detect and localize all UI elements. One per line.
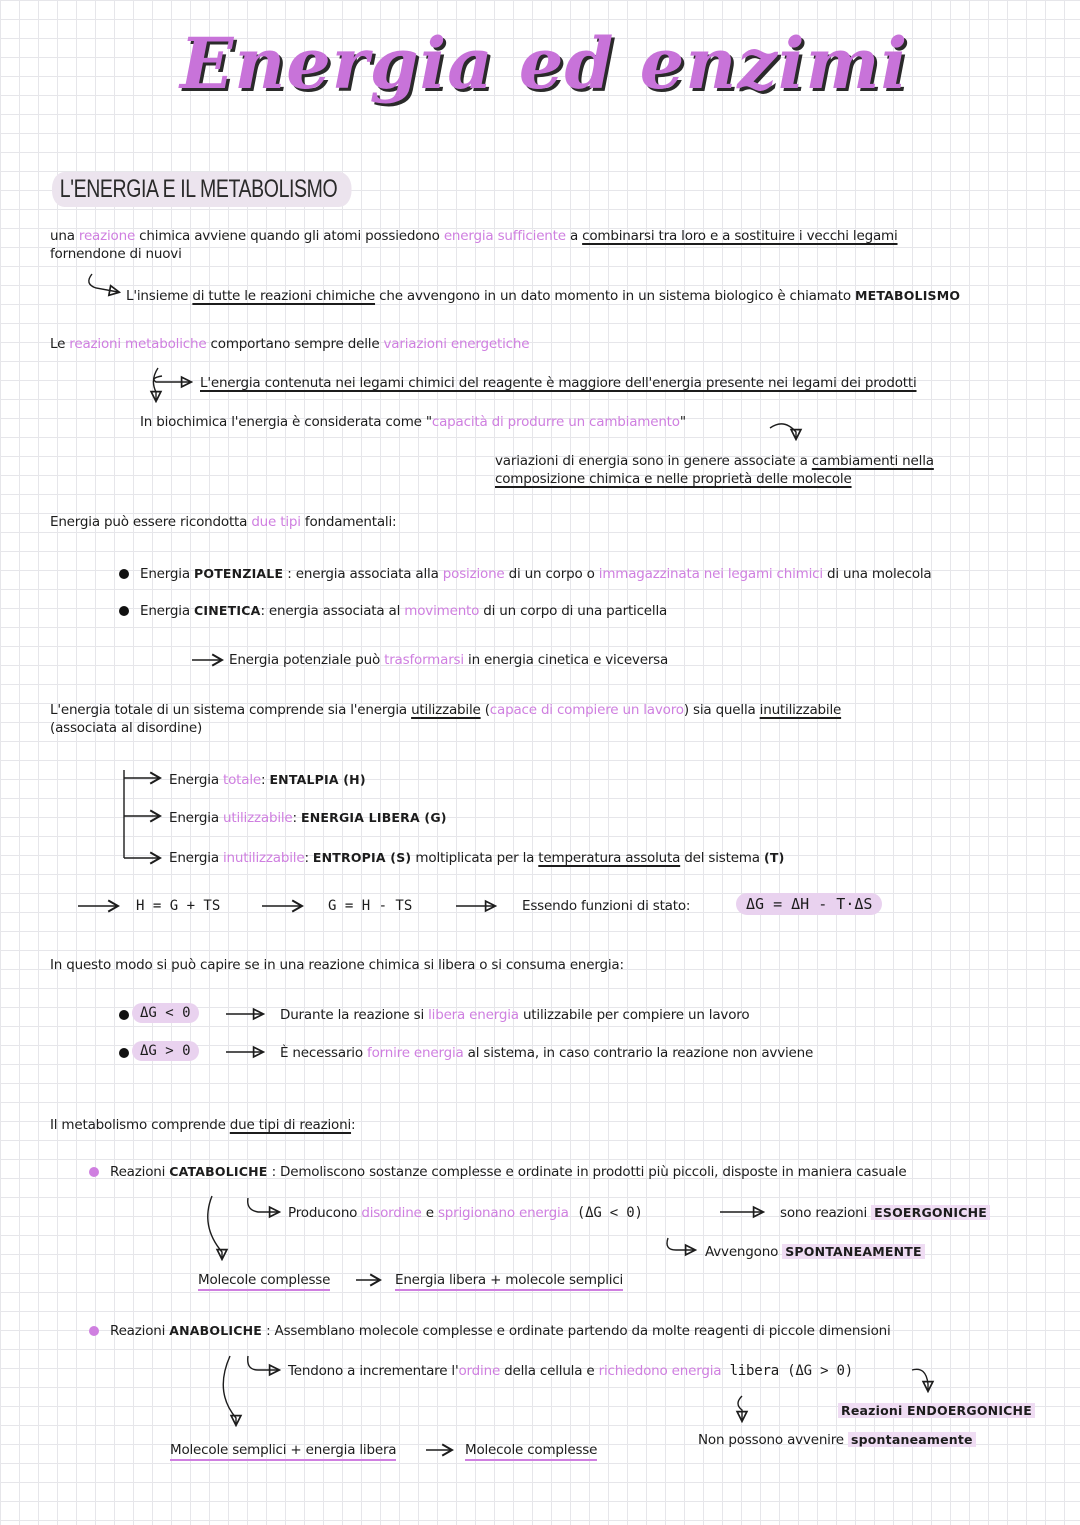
variations-line-1: variazioni di energia sono in genere associate a cambiamenti nella (495, 453, 934, 469)
energy-two-types: Energia può essere ricondotta due tipi fondamentali: (50, 514, 397, 530)
arrow-icon (912, 1369, 928, 1390)
esoergonic-label: sono reazioni ESOERGONICHE (780, 1205, 990, 1221)
free-energy-item: Energia utilizzabile: ENERGIA LIBERA (G) (169, 810, 447, 826)
state-functions-label: Essendo funzioni di stato: (522, 898, 691, 914)
catabolic-equation-left: Molecole complesse (198, 1272, 330, 1291)
arrow-icon (89, 274, 118, 292)
consume-energy-note: In questo modo si può capire se in una reazione chimica si libera o si consuma energia: (50, 957, 624, 973)
arrow-icon (248, 1356, 278, 1370)
kinetic-energy: Energia CINETICA: energia associata al movimento di un corpo di una particella (140, 603, 668, 619)
energy-transform: Energia potenziale può trasformarsi in energia cinetica e viceversa (229, 652, 669, 668)
catabolic-equation-right: Energia libera + molecole semplici (395, 1272, 623, 1291)
biochemistry-definition: In biochimica l'energia è considerata come "capacità di produrre un cambiamento" (140, 414, 686, 430)
intro-line-2: fornendone di nuovi (50, 246, 182, 262)
catabolic-reactions: Reazioni CATABOLICHE : Demoliscono sostanze complesse e ordinate in prodotti più piccoli, disposte in maniera casuale (110, 1164, 907, 1180)
equation-free-energy: G = H - TS (328, 898, 413, 914)
arrow-icon (738, 1396, 742, 1420)
delta-g-negative-tag: ΔG < 0 (132, 1003, 199, 1023)
arrow-icon (208, 1196, 222, 1258)
metabolism-definition: L'insieme di tutte le reazioni chimiche che avvengono in un dato momento in un sistema biologico è chiamato METABOLISMO (126, 288, 961, 304)
equation-enthalpy: H = G + TS (136, 898, 221, 914)
variations-line-2: composizione chimica e nelle proprietà delle molecole (495, 471, 852, 487)
metabolism-types: Il metabolismo comprende due tipi di reazioni: (50, 1117, 356, 1133)
catabolic-produce: Producono disordine e sprigionano energia (ΔG < 0) (288, 1205, 643, 1221)
metabolic-reactions: Le reazioni metaboliche comportano sempre delle variazioni energetiche (50, 336, 530, 352)
arrow-icon (223, 1356, 236, 1424)
potential-energy: Energia POTENZIALE : energia associata alla posizione di un corpo o immagazzinata nei legami chimici di una molecola (140, 566, 932, 582)
arrow-icon (248, 1198, 278, 1212)
bond-energy-note: L'energia contenuta nei legami chimici del reagente è maggiore dell'energia presente nei legami dei prodotti (200, 375, 917, 391)
entropy-item: Energia inutilizzabile: ENTROPIA (S) moltiplicata per la temperatura assoluta del sistema (T) (169, 850, 785, 866)
endoergonic-label: Reazioni ENDOERGONICHE (838, 1403, 1035, 1418)
arrow-icon (770, 424, 796, 438)
intro-line-1: una reazione chimica avviene quando gli atomi possiedono energia sufficiente a combinarsi tra loro e a sostituire i vecchi legami (50, 228, 898, 244)
anabolic-equation-left: Molecole semplici + energia libera (170, 1442, 396, 1461)
enthalpy-item: Energia totale: ENTALPIA (H) (169, 772, 366, 788)
arrow-icon (667, 1238, 694, 1250)
delta-g-negative-desc: Durante la reazione si libera energia utilizzabile per compiere un lavoro (280, 1007, 750, 1023)
total-energy-line-2: (associata al disordine) (50, 720, 203, 736)
delta-g-positive-tag: ΔG > 0 (132, 1041, 199, 1061)
arrow-icon (153, 368, 158, 400)
arrow-icon (154, 376, 190, 382)
delta-g-positive-desc: È necessario fornire energia al sistema, in caso contrario la reazione non avviene (280, 1045, 814, 1061)
delta-g-equation: ΔG = ΔH - T·ΔS (736, 893, 882, 915)
anabolic-reactions: Reazioni ANABOLICHE : Assemblano molecole complesse e ordinate partendo da molte reagenti di piccole dimensioni (110, 1323, 891, 1339)
anabolic-equation-right: Molecole complesse (465, 1442, 597, 1461)
section-heading: L'ENERGIA E IL METABOLISMO (52, 172, 351, 207)
total-energy-line-1: L'energia totale di un sistema comprende sia l'energia utilizzabile (capace di compiere un lavoro) sia quella inutilizzabile (50, 702, 842, 718)
page-title: Energia ed enzimi (180, 22, 909, 105)
anabolic-tend: Tendono a incrementare l'ordine della cellula e richiedono energia libera (ΔG > 0) (288, 1363, 854, 1379)
spontaneous-label: Avvengono SPONTANEAMENTE (705, 1244, 925, 1260)
non-spontaneous-label: Non possono avvenire spontaneamente (698, 1432, 976, 1448)
